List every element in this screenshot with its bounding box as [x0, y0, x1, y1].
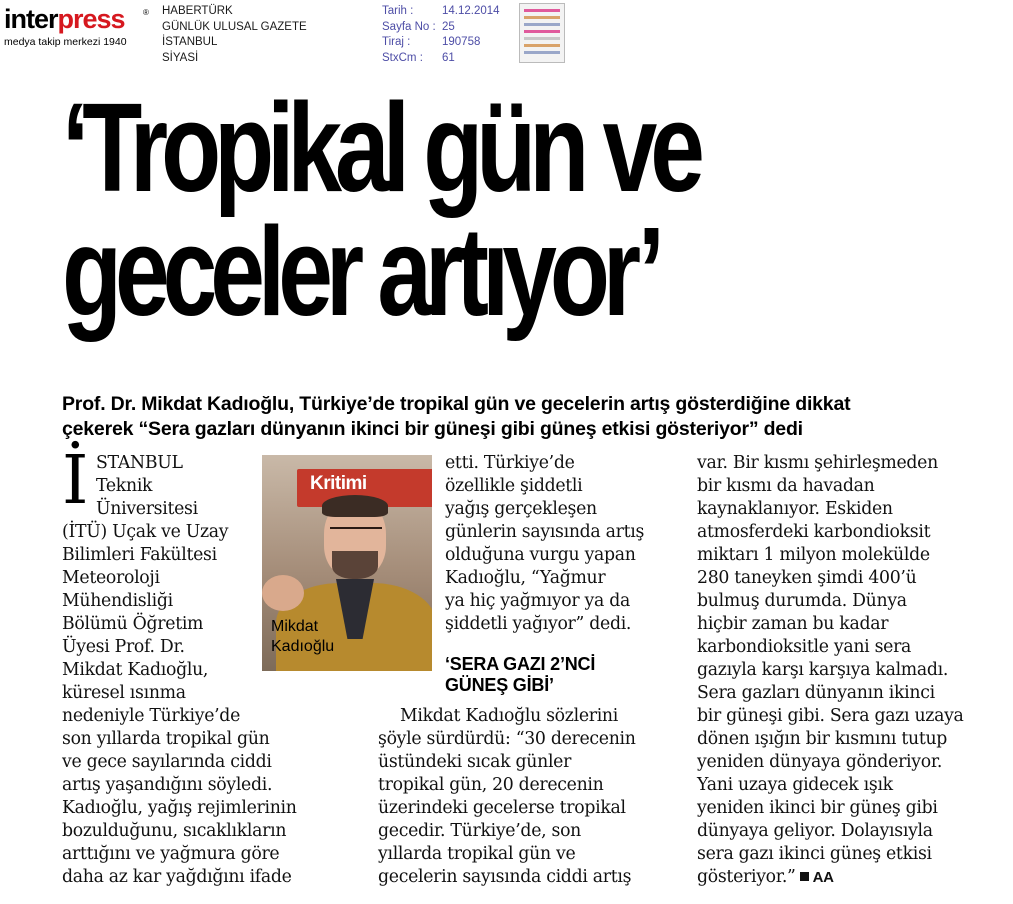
text-line: Mühendisliği	[62, 591, 173, 611]
text-line: hiçbir zaman bu kadar	[697, 614, 889, 634]
thumb-stripe	[524, 44, 560, 47]
portrait-photo	[262, 455, 432, 671]
photo-banner-text: Kritimi	[310, 473, 367, 494]
subheading-line: ‘SERA GAZI 2’NCİ	[445, 654, 596, 674]
subheading-line: GÜNEŞ GİBİ’	[445, 675, 554, 695]
logo-word-right: press	[57, 4, 125, 34]
headline-line: ‘Tropikal gün ve	[62, 77, 698, 218]
photo-hand	[262, 575, 304, 611]
text-line: gazıyla karşı karşıya kalmadı.	[697, 660, 949, 680]
text-line: tropikal gün, 20 derecenin	[378, 775, 604, 795]
text-line: gecedir. Türkiye’de, son	[378, 821, 582, 841]
headline	[62, 77, 799, 342]
thumb-stripe	[524, 30, 560, 33]
text-line: Kadıoğlu, yağış rejimlerinin	[62, 798, 297, 818]
text-line: var. Bir kısmı şehirleşmeden	[697, 453, 938, 473]
page-thumbnail[interactable]	[519, 3, 565, 63]
text-line: bozulduğunu, sıcaklıkların	[62, 821, 287, 841]
photo-beard	[332, 551, 378, 579]
logo-wordmark	[4, 4, 154, 34]
text-line: dönen ışığın bir kısmını tutup	[697, 729, 948, 749]
text-line: Sera gazları dünyanın ikinci	[697, 683, 935, 703]
text-line: bir güneşi gibi. Sera gazı uzaya	[697, 706, 964, 726]
text-line: dünyaya geliyor. Dolayısıyla	[697, 821, 933, 841]
meta-date-row	[382, 4, 500, 20]
registered-mark: ®	[143, 8, 149, 17]
text-line: bulmuş durumda. Dünya	[697, 591, 907, 611]
meta-circulation-row	[382, 35, 500, 51]
text-line: küresel ısınma	[62, 683, 186, 703]
text-line: sera gazı ikinci güneş etkisi	[697, 844, 932, 864]
meta-page-row	[382, 20, 500, 36]
meta-key: Tiraj :	[382, 36, 411, 48]
column-1-line	[62, 521, 228, 544]
lead-paragraph	[62, 392, 1012, 442]
text-line: miktarı 1 milyon molekülde	[697, 545, 930, 565]
text-line: yeniden dünyaya gönderiyor.	[697, 752, 943, 772]
text-line: üzerindeki gecelerse tropikal	[378, 798, 626, 818]
lead-line: Prof. Dr. Mikdat Kadıoğlu, Türkiye’de tropikal gün ve gecelerin artış gösterdiğine dikkat	[62, 393, 851, 415]
column-3-body	[378, 705, 636, 889]
text-line: Üniversitesi	[96, 499, 198, 519]
text-line: atmosferdeki karbondioksit	[697, 522, 931, 542]
text-line: gecelerin sayısında ciddi artış	[378, 867, 632, 887]
thumb-stripe	[524, 9, 560, 12]
text-line: nedeniyle Türkiye’de	[62, 706, 241, 726]
text-line: şiddetli yağıyor” dedi.	[445, 614, 632, 634]
text-line: ya hiç yağmıyor ya da	[445, 591, 630, 611]
text-line: özellikle şiddetli	[445, 476, 583, 496]
text-line: Bölümü Öğretim	[62, 614, 204, 634]
subheading	[445, 654, 595, 696]
text-line: son yıllarda tropikal gün	[62, 729, 270, 749]
closing-text: gösteriyor.”	[697, 867, 796, 887]
text-line: olduğuna vurgu yapan	[445, 545, 636, 565]
text-line: Meteoroloji	[62, 568, 160, 588]
text-line: daha az kar yağdığını ifade	[62, 867, 292, 887]
text-line: bir kısmı da havadan	[697, 476, 875, 496]
meta-stxcm-row	[382, 51, 500, 67]
thumb-stripe	[524, 37, 560, 40]
meta-key: StxCm :	[382, 51, 423, 64]
meta-value: 190758	[442, 36, 481, 48]
headline-line: geceler artıyor’	[62, 201, 659, 342]
column-4	[697, 452, 964, 889]
text-line: şöyle sürdürdü: “30 derecenin	[378, 729, 636, 749]
text-line: Yani uzaya gidecek ışık	[697, 775, 893, 795]
text-line: Mikdat Kadıoğlu sözlerini	[400, 706, 618, 726]
text-line: kaynaklanıyor. Eskiden	[697, 499, 893, 519]
meta-key: Tarih :	[382, 5, 414, 17]
caption-line: Mikdat	[271, 618, 319, 635]
text-line: arttığını ve yağmura göre	[62, 844, 280, 864]
logo-word-left: inter	[4, 4, 58, 34]
text-line: üstündeki sıcak günler	[378, 752, 572, 772]
text-line: yeniden ikinci bir güneş gibi	[697, 798, 938, 818]
lead-line: çekerek “Sera gazları dünyanın ikinci bir güneşi gibi güneş etkisi gösteriyor” dedi	[62, 418, 803, 440]
text-line: Kadıoğlu, “Yağmur	[445, 568, 606, 588]
publication-name: HABERTÜRK	[162, 5, 233, 17]
text-line: günlerin sayısında artış	[445, 522, 645, 542]
clipping-meta	[382, 4, 500, 66]
closing-line	[697, 866, 964, 889]
end-mark-icon	[800, 872, 809, 881]
drop-cap: İ	[62, 441, 89, 519]
interpress-logo	[4, 4, 154, 50]
publication-city: İSTANBUL	[162, 36, 218, 48]
text-line: (İTÜ) Uçak ve Uzay	[62, 522, 229, 542]
logo-tagline: medya takip merkezi 1940	[4, 36, 127, 48]
photo-glasses	[330, 527, 382, 539]
text-line: STANBUL	[96, 453, 183, 473]
publication-section: SİYASİ	[162, 51, 199, 64]
agency-signature: AA	[812, 869, 834, 886]
column-3-top	[445, 452, 644, 636]
photo-hair	[322, 495, 388, 517]
thumb-stripe	[524, 16, 560, 19]
text-line: Mikdat Kadıoğlu,	[62, 660, 209, 680]
caption-line: Kadıoğlu	[271, 638, 335, 655]
meta-value: 25	[442, 20, 455, 33]
publication-info	[162, 4, 307, 66]
photo-caption	[271, 617, 334, 657]
thumb-stripe	[524, 23, 560, 26]
text-line: 280 taneyken şimdi 400’ü	[697, 568, 917, 588]
text-line: artış yaşandığını söyledi.	[62, 775, 273, 795]
text-line: etti. Türkiye’de	[445, 453, 575, 473]
text-line: Teknik	[96, 476, 153, 496]
thumb-stripe	[524, 51, 560, 54]
text-line: karbondioksitle yani sera	[697, 637, 912, 657]
text-line: yağış gerçekleşen	[445, 499, 597, 519]
publication-type: GÜNLÜK ULUSAL GAZETE	[162, 20, 307, 33]
text-line: Üyesi Prof. Dr.	[62, 637, 185, 657]
meta-key: Sayfa No :	[382, 20, 436, 33]
text-line: Bilimleri Fakültesi	[62, 545, 217, 565]
text-line: ve gece sayılarında ciddi	[62, 752, 272, 772]
meta-value: 14.12.2014	[442, 5, 500, 17]
column-1-top	[96, 452, 198, 521]
meta-value: 61	[442, 51, 455, 64]
text-line: yıllarda tropikal gün ve	[378, 844, 576, 864]
